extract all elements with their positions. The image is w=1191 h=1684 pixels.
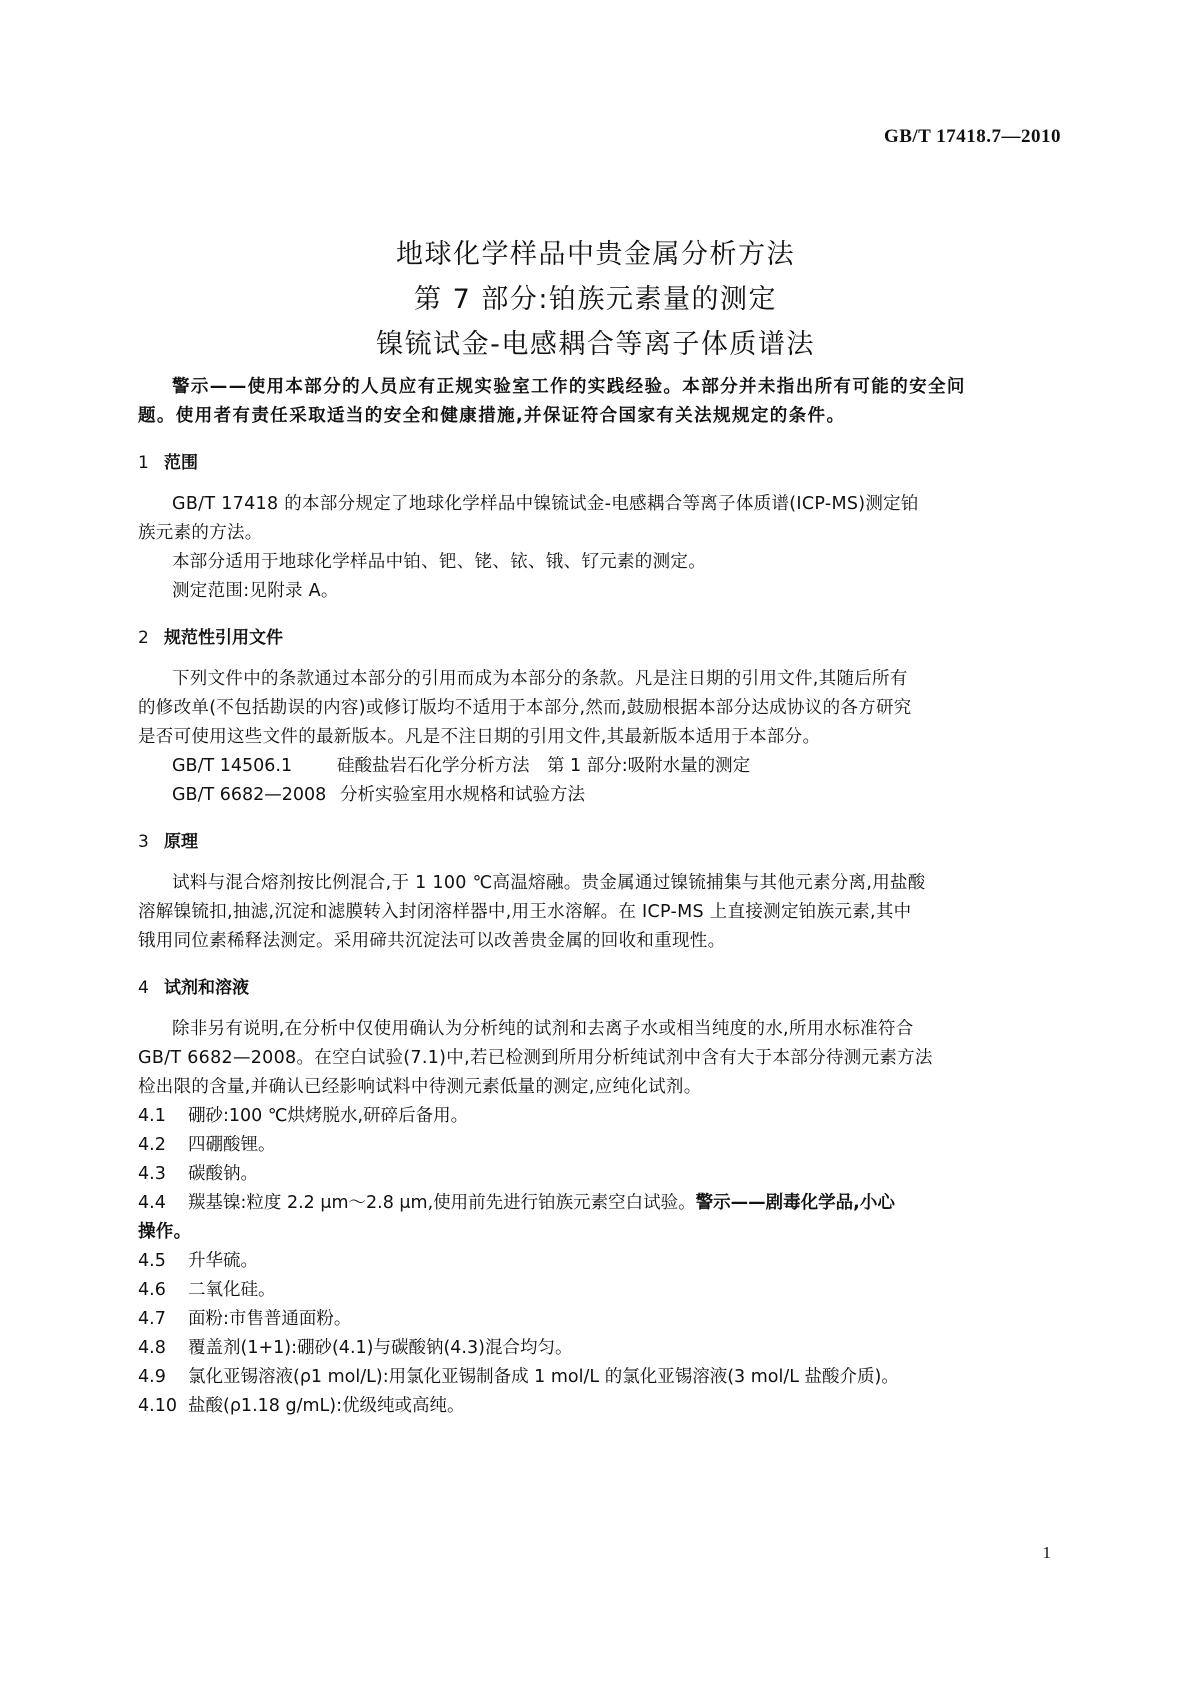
reference-item bbox=[172, 752, 750, 777]
item-text: 盐酸(ρ1.18 g/mL):优级纯或高纯。 bbox=[188, 1396, 465, 1416]
item-number: 4.9 bbox=[138, 1367, 166, 1387]
reagent-item bbox=[138, 1392, 465, 1417]
item-text: 升华硫。 bbox=[188, 1251, 258, 1271]
item-number: 4.3 bbox=[138, 1164, 166, 1184]
reagent-item bbox=[138, 1305, 351, 1330]
s3-paragraph-line-3: 锇用同位素稀释法测定。采用碲共沉淀法可以改善贵金属的回收和重现性。 bbox=[138, 931, 726, 951]
item-text: 硼砂:100 ℃烘烤脱水,研碎后备用。 bbox=[188, 1106, 469, 1126]
s2-paragraph-line-3: 是否可使用这些文件的最新版本。凡是不注日期的引用文件,其最新版本适用于本部分。 bbox=[138, 727, 821, 747]
item-text: 碳酸钠。 bbox=[188, 1164, 258, 1184]
reference-code: GB/T 14506.1 bbox=[172, 756, 293, 776]
item-text: 羰基镍:粒度 2.2 μm～2.8 μm,使用前先进行铂族元素空白试验。 bbox=[188, 1193, 696, 1213]
s2-paragraph-line-2: 的修改单(不包括勘误的内容)或修订版均不适用于本部分,然而,鼓励根据本部分达成协议的各方研究 bbox=[138, 698, 912, 718]
item-number: 4.5 bbox=[138, 1251, 166, 1271]
item-text: 面粉:市售普通面粉。 bbox=[188, 1309, 352, 1329]
title-line-2: 第 7 部分:铂族元素量的测定 bbox=[414, 284, 777, 315]
section-number: 1 bbox=[138, 453, 149, 473]
item-number: 4.10 bbox=[138, 1396, 177, 1416]
section-title: 原理 bbox=[164, 832, 198, 852]
s4-paragraph-line-3: 检出限的含量,并确认已经影响试料中待测元素低量的测定,应纯化试剂。 bbox=[138, 1077, 702, 1097]
s1-paragraph-2: 本部分适用于地球化学样品中铂、钯、铑、铱、锇、钌元素的测定。 bbox=[172, 552, 706, 572]
s2-paragraph-line-1: 下列文件中的条款通过本部分的引用而成为本部分的条款。凡是注日期的引用文件,其随后所有 bbox=[172, 669, 908, 689]
item-number: 4.4 bbox=[138, 1193, 166, 1213]
reagent-item bbox=[138, 1131, 276, 1156]
s1-paragraph-1-line-2: 族元素的方法。 bbox=[138, 523, 263, 543]
item-number: 4.6 bbox=[138, 1280, 166, 1300]
reference-item bbox=[172, 781, 585, 806]
section-number: 4 bbox=[138, 978, 149, 998]
warning-line-1: 警示——使用本部分的人员应有正规实验室工作的实践经验。本部分并未指出所有可能的安全问 bbox=[172, 377, 966, 397]
item-text: 氯化亚锡溶液(ρ1 mol/L):用氯化亚锡制备成 1 mol/L 的氯化亚锡溶液(3 mol/L 盐酸介质)。 bbox=[188, 1367, 899, 1387]
s1-paragraph-3: 测定范围:见附录 A。 bbox=[172, 581, 339, 601]
section-title: 试剂和溶液 bbox=[164, 978, 249, 998]
reagent-item bbox=[138, 1276, 276, 1301]
item-number: 4.2 bbox=[138, 1135, 166, 1155]
reference-title: 硅酸盐岩石化学分析方法 第 1 部分:吸附水量的测定 bbox=[337, 756, 751, 776]
item-number: 4.7 bbox=[138, 1309, 166, 1329]
item-warning-continuation: 操作。 bbox=[138, 1222, 192, 1242]
item-number: 4.1 bbox=[138, 1106, 166, 1126]
section-2-heading bbox=[138, 623, 283, 648]
section-title: 范围 bbox=[164, 453, 198, 473]
reagent-item bbox=[138, 1102, 468, 1127]
page-number: 1 bbox=[1042, 1543, 1051, 1562]
title-line-3: 镍锍试金-电感耦合等离子体质谱法 bbox=[376, 329, 815, 360]
item-warning: 警示——剧毒化学品,小心 bbox=[695, 1193, 895, 1213]
item-number: 4.8 bbox=[138, 1338, 166, 1358]
reference-title: 分析实验室用水规格和试验方法 bbox=[340, 785, 585, 805]
s3-paragraph-line-2: 溶解镍锍扣,抽滤,沉淀和滤膜转入封闭溶样器中,用王水溶解。在 ICP-MS 上直接测定铂族元素,其中 bbox=[138, 902, 912, 922]
item-text: 二氧化硅。 bbox=[188, 1280, 276, 1300]
reagent-item bbox=[138, 1334, 572, 1359]
s4-paragraph-line-2: GB/T 6682—2008。在空白试验(7.1)中,若已检测到所用分析纯试剂中含有大于本部分待测元素方法 bbox=[138, 1048, 933, 1068]
section-number: 2 bbox=[138, 628, 149, 648]
s4-paragraph-line-1: 除非另有说明,在分析中仅使用确认为分析纯的试剂和去离子水或相当纯度的水,所用水标准符合 bbox=[172, 1019, 914, 1039]
reagent-item bbox=[138, 1247, 258, 1272]
section-1-heading bbox=[138, 448, 198, 473]
standard-code: GB/T 17418.7—2010 bbox=[883, 126, 1061, 147]
section-number: 3 bbox=[138, 832, 149, 852]
section-3-heading bbox=[138, 827, 198, 852]
s3-paragraph-line-1: 试料与混合熔剂按比例混合,于 1 100 ℃高温熔融。贵金属通过镍锍捕集与其他元素分离,用盐酸 bbox=[172, 873, 926, 893]
title-line-1: 地球化学样品中贵金属分析方法 bbox=[396, 239, 795, 270]
reagent-item bbox=[138, 1189, 895, 1214]
item-text: 四硼酸锂。 bbox=[188, 1135, 276, 1155]
reference-code: GB/T 6682—2008 bbox=[172, 785, 327, 805]
s1-paragraph-1-line-1: GB/T 17418 的本部分规定了地球化学样品中镍锍试金-电感耦合等离子体质谱(ICP-MS)测定铂 bbox=[172, 494, 919, 514]
warning-line-2: 题。使用者有责任采取适当的安全和健康措施,并保证符合国家有关法规规定的条件。 bbox=[138, 406, 846, 426]
item-text: 覆盖剂(1+1):硼砂(4.1)与碳酸钠(4.3)混合均匀。 bbox=[188, 1338, 573, 1358]
section-title: 规范性引用文件 bbox=[164, 628, 283, 648]
reagent-item bbox=[138, 1160, 258, 1185]
reagent-item bbox=[138, 1363, 899, 1388]
section-4-heading bbox=[138, 973, 249, 998]
